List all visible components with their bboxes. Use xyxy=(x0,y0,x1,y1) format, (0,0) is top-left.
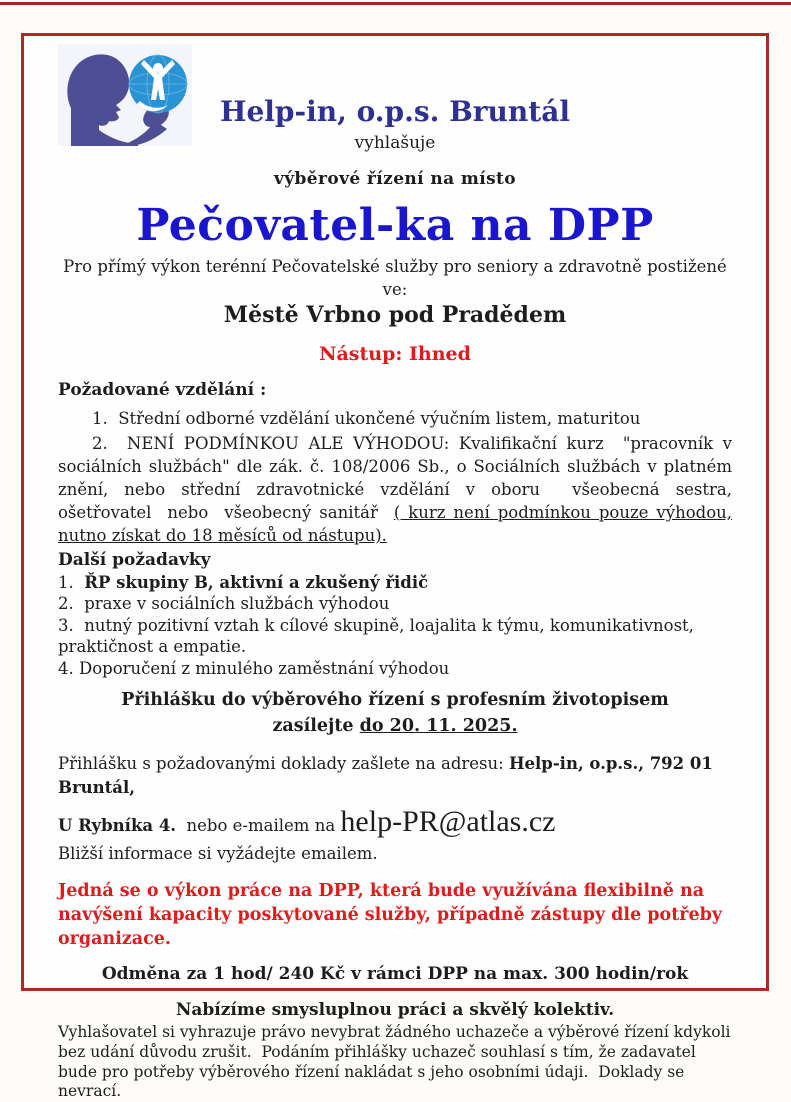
email-address: help-PR@atlas.cz xyxy=(340,804,556,838)
requirement-item-4: 4. Doporučení z minulého zaměstnání výhodou xyxy=(58,658,450,678)
requirement-item-1-number: 1. xyxy=(58,572,85,592)
education-item-2 xyxy=(58,432,732,547)
requirement-item-2: 2. praxe v sociálních službách výhodou xyxy=(58,594,390,614)
education-item-1: 1. Střední odborné vzdělání ukončené výučním listem, maturitou xyxy=(92,409,641,429)
disclaimer: Vyhlašovatel si vyhrazuje právo nevybrat žádného uchazeče a výběrové řízení kdykoli bez udání důvodu zrušit. Podáním přihlášky uchazeč souhlasí s tím, že zadavatel bude pro potřeby výběrového řízení nakládat s jeho osobními údaji. Doklady se nevrací. xyxy=(58,1023,731,1101)
requirement-item-1 xyxy=(58,572,732,593)
application-cta: Přihlášku do výběrového řízení s profesním životopisem xyxy=(121,690,669,711)
education-heading: Požadované vzdělání : xyxy=(58,379,267,400)
address-line2-bold: U Rybníka 4. xyxy=(58,815,177,835)
requirement-item-1-bold: ŘP skupiny B, aktivní a zkušený řidič xyxy=(84,572,429,592)
education-item-2-underlined: ( kurz není podmínkou pouze výhodou, nutno získat do 18 měsíců od nástupu). xyxy=(58,502,732,545)
address-bold: Help-in, o.p.s., 792 01 Bruntál, xyxy=(58,754,713,797)
intro-line: výběrové řízení na místo xyxy=(273,169,517,190)
dpp-note: Jedná se o výkon práce na DPP, která bude využívána flexibilně na navýšení kapacity poskytované služby, případně zástupy dle potřeby organizace. xyxy=(58,880,723,949)
announce-text: vyhlašuje xyxy=(354,133,436,154)
page-top-rule xyxy=(0,2,791,5)
deadline-prefix: zasílejte xyxy=(272,715,360,736)
address-intro: Přihlášku s požadovanými doklady zašlete na adresu: xyxy=(58,754,509,774)
application-email-line xyxy=(58,805,732,838)
job-title: Pečovatel-ka na DPP xyxy=(136,200,654,252)
org-name: Help-in, o.p.s. Bruntál xyxy=(220,95,570,128)
more-info-line: Bližší informace si vyžádejte emailem. xyxy=(58,843,378,863)
pay-rate-line: Odměna za 1 hod/ 240 Kč v rámci DPP na max. 300 hodin/rok xyxy=(101,964,689,985)
flyer-frame xyxy=(21,33,769,1101)
job-location: Městě Vrbno pod Pradědem xyxy=(223,302,567,329)
application-address xyxy=(58,752,732,798)
help-in-logo-graphic xyxy=(58,44,192,146)
email-connector: nebo e-mailem na xyxy=(176,815,341,835)
job-subtitle: Pro přímý výkon terénní Pečovatelské služby pro seniory a zdravotně postižené ve: xyxy=(63,256,727,299)
offer-line: Nabízíme smysluplnou práci a skvělý kolektiv. xyxy=(175,1000,615,1021)
requirement-item-3: 3. nutný pozitivní vztah k cílové skupině, loajalita k týmu, komunikativnost, praktičnost a empatie. xyxy=(58,615,694,657)
start-date: Nástup: Ihned xyxy=(319,342,471,365)
education-item-2-text: 2. NENÍ PODMÍNKOU ALE VÝHODOU: Kvalifikační kurz "pracovník v sociálních službách" dle zák. č. 108/2006 Sb., o Sociálních službách v platném znění, nebo střední zdravotnické vzdělání v oboru všeobecná sestra, ošetřovatel nebo všeobecný sanitář xyxy=(58,433,732,522)
requirements-heading: Další požadavky xyxy=(58,550,211,571)
deadline-date: do 20. 11. 2025. xyxy=(359,715,518,736)
help-in-logo xyxy=(58,44,192,146)
application-deadline-line xyxy=(58,715,732,739)
globe-icon xyxy=(129,55,187,113)
